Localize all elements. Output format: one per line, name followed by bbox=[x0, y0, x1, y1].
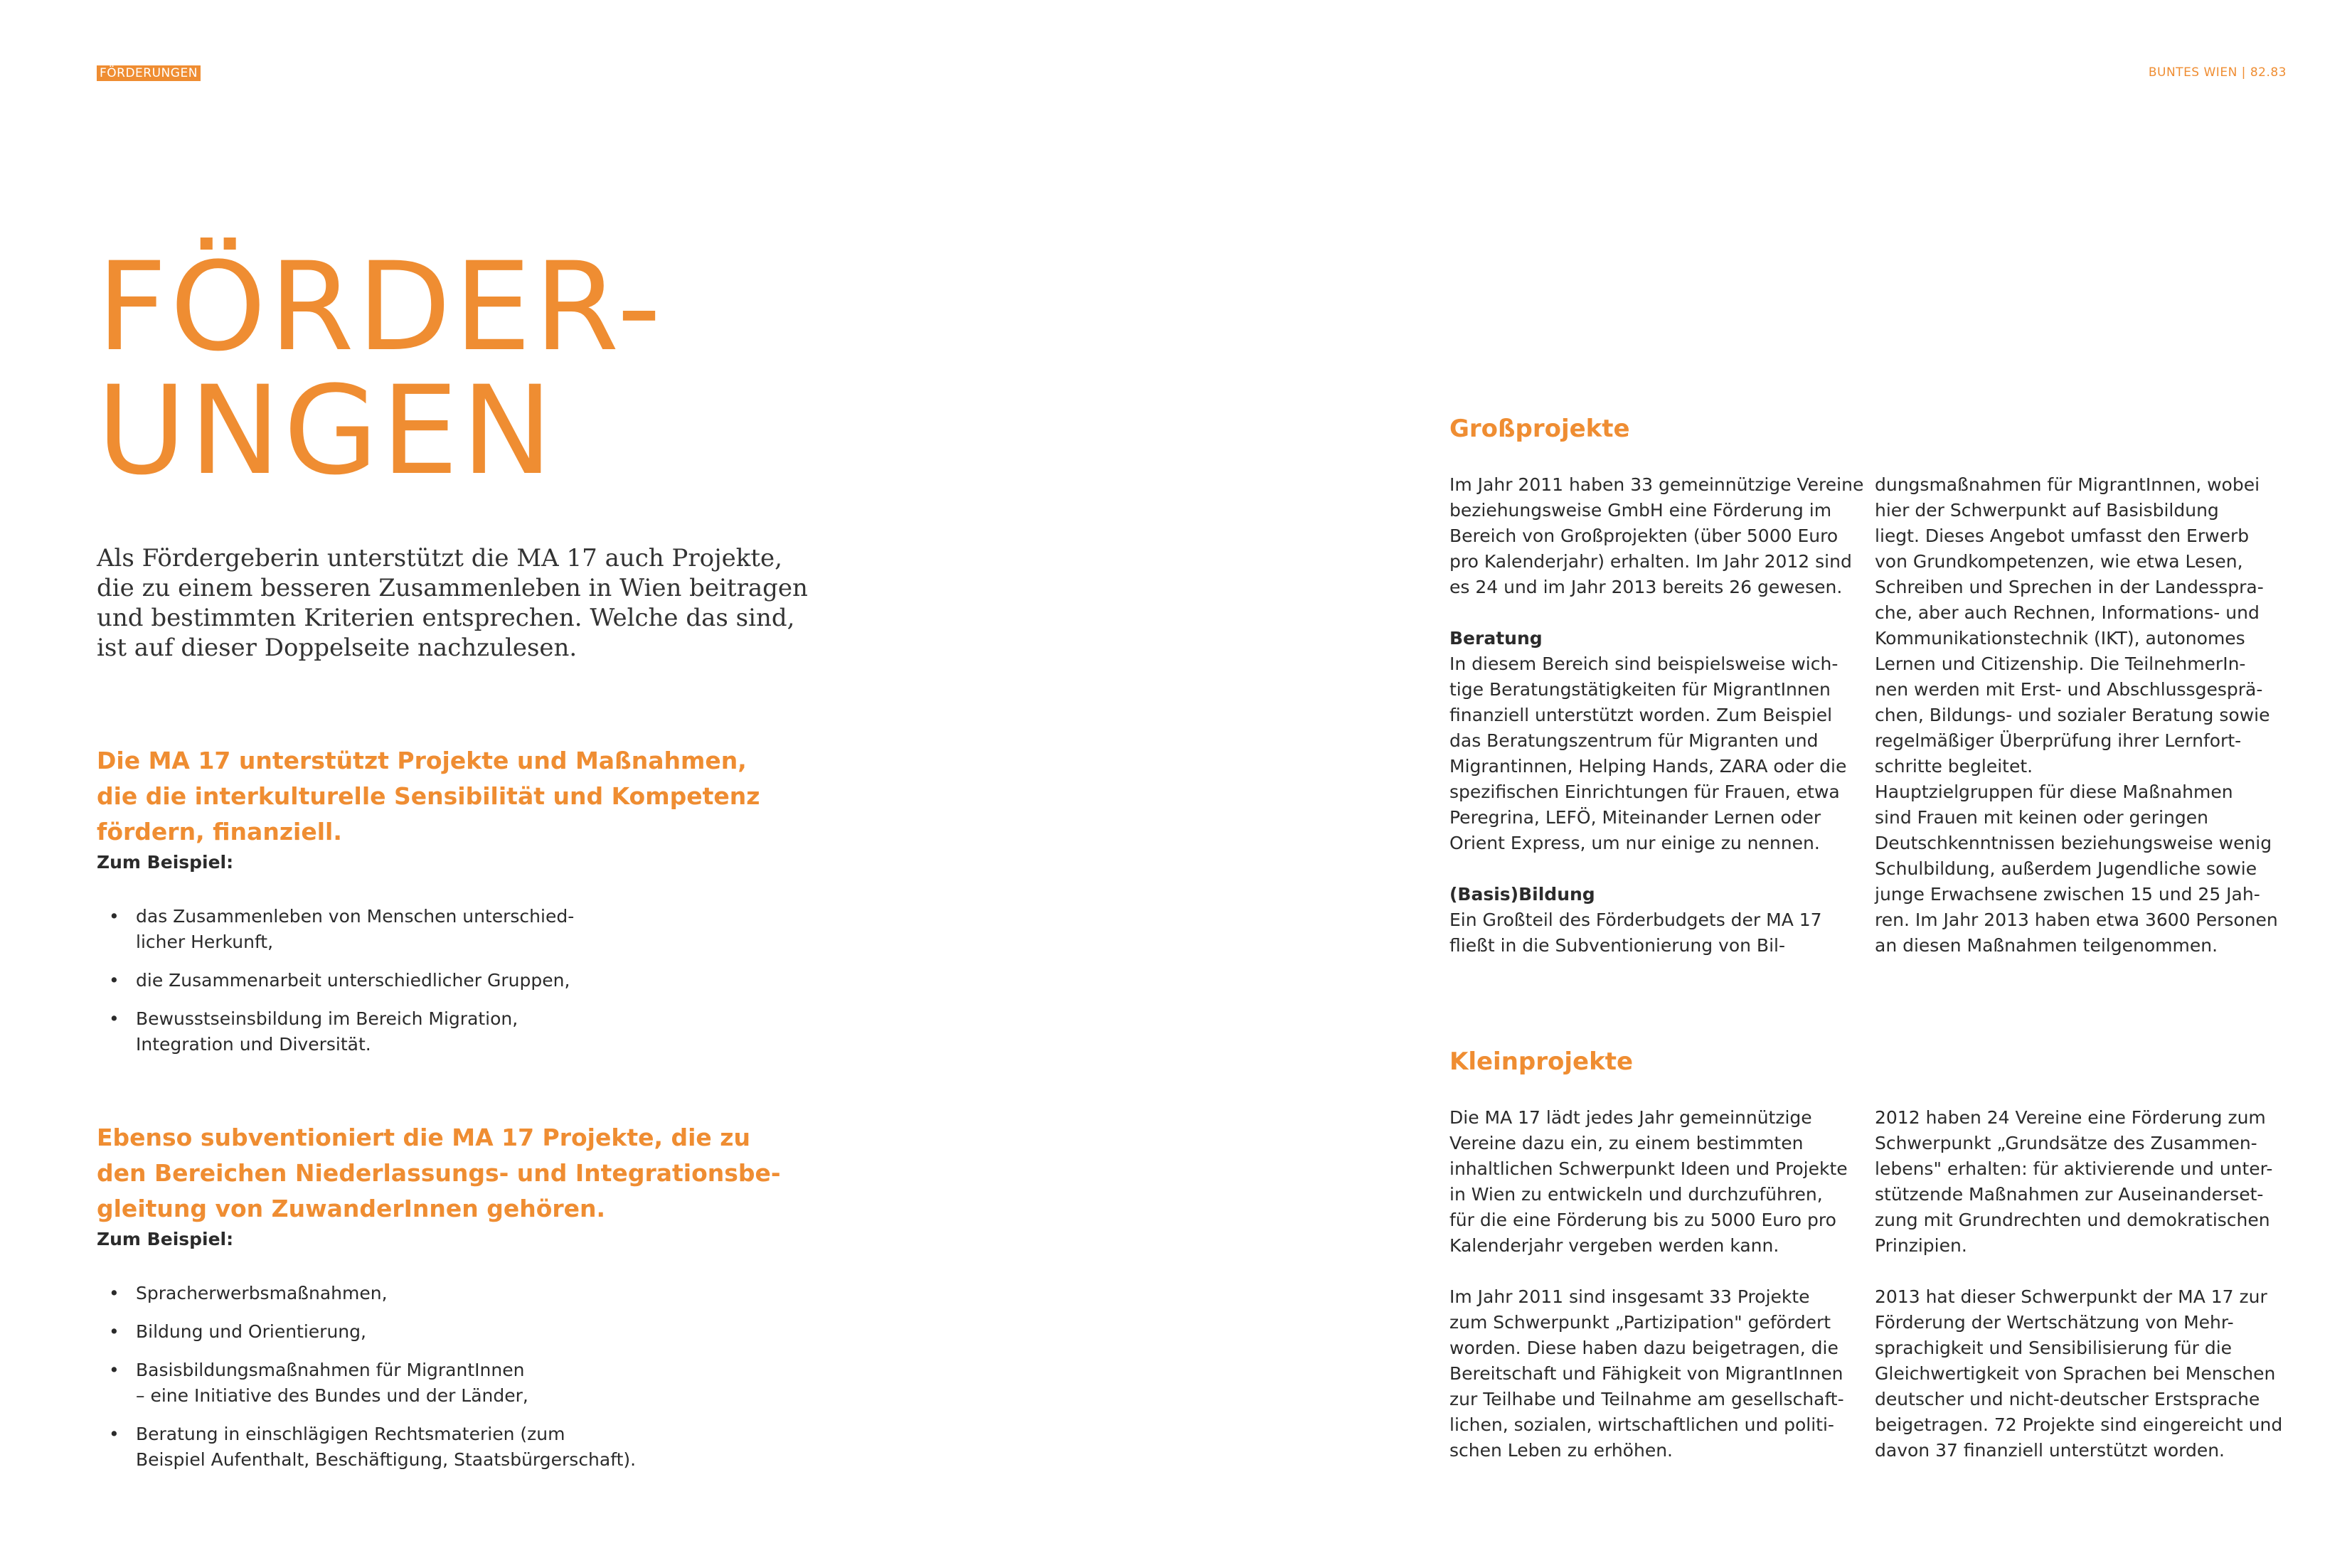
text-line: sprachigkeit und Sensibilisierung für die bbox=[1875, 1338, 2233, 1358]
list-item-line: • die Zusammenarbeit unterschiedlicher Gruppen, bbox=[136, 970, 570, 991]
text-line: schen Leben zu erhöhen. bbox=[1449, 1440, 1673, 1461]
grossprojekte-column-2 bbox=[1875, 472, 2278, 959]
text-line: 2013 hat dieser Schwerpunkt der MA 17 zur bbox=[1875, 1286, 2267, 1307]
text-line: deutscher und nicht-deutscher Erstsprache bbox=[1875, 1389, 2260, 1409]
text-line: zung mit Grundrechten und demokratischen bbox=[1875, 1210, 2270, 1230]
heading-grossprojekte: Großprojekte bbox=[1449, 415, 1630, 443]
text-line: Prinzipien. bbox=[1875, 1235, 1967, 1256]
text-line: junge Erwachsene zwischen 15 und 25 Jah- bbox=[1875, 884, 2260, 905]
section-heading bbox=[97, 743, 808, 850]
text-line: hier der Schwerpunkt auf Basisbildung bbox=[1875, 500, 2219, 521]
text-line: finanziell unterstützt worden. Zum Beispiel bbox=[1449, 705, 1833, 725]
text-line: Peregrina, LEFÖ, Miteinander Lernen oder bbox=[1449, 807, 1821, 828]
section-tag: FÖRDERUNGEN bbox=[97, 65, 201, 81]
intro-paragraph bbox=[97, 543, 836, 663]
example-list bbox=[97, 1281, 808, 1473]
grossprojekte-column-1 bbox=[1449, 472, 1864, 959]
list-item-line: Integration und Diversität. bbox=[136, 1034, 371, 1055]
list-item-line: • das Zusammenleben von Menschen unterschied- bbox=[136, 906, 575, 927]
heading-line: die die interkulturelle Sensibilität und Kompetenz bbox=[97, 782, 760, 810]
text-line: worden. Diese haben dazu beigetragen, die bbox=[1449, 1338, 1839, 1358]
page-number: BUNTES WIEN | 82.83 bbox=[2148, 65, 2287, 80]
text-line: In diesem Bereich sind beispielsweise wich- bbox=[1449, 654, 1839, 674]
text-line: 2012 haben 24 Vereine eine Förderung zum bbox=[1875, 1107, 2266, 1128]
text-line: Schreiben und Sprechen in der Landesspra- bbox=[1875, 577, 2264, 597]
subsection-title: (Basis)Bildung bbox=[1449, 884, 1595, 905]
text-line: Die MA 17 lädt jedes Jahr gemeinnützige bbox=[1449, 1107, 1812, 1128]
text-line: Bereitschaft und Fähigkeit von MigrantInnen bbox=[1449, 1363, 1843, 1384]
text-line: beigetragen. 72 Projekte sind eingereicht und bbox=[1875, 1414, 2283, 1435]
example-label: Zum Beispiel: bbox=[97, 1229, 234, 1249]
example-list bbox=[97, 904, 808, 1057]
heading-kleinprojekte: Kleinprojekte bbox=[1449, 1047, 1634, 1076]
kleinprojekte-column-1 bbox=[1449, 1105, 1848, 1463]
text-line: Förderung der Wertschätzung von Mehr- bbox=[1875, 1312, 2234, 1333]
intro-line: ist auf dieser Doppelseite nachzulesen. bbox=[97, 634, 578, 662]
text-line: Schwerpunkt „Grundsätze des Zusammen- bbox=[1875, 1133, 2257, 1153]
text-line: Bereich von Großprojekten (über 5000 Euro bbox=[1449, 526, 1839, 546]
text-line: Deutschkenntnissen beziehungsweise wenig bbox=[1875, 833, 2272, 853]
text-line: nen werden mit Erst- und Abschlussgesprä- bbox=[1875, 679, 2263, 700]
list-item-line: – eine Initiative des Bundes und der Länder, bbox=[136, 1385, 528, 1406]
heading-line: Die MA 17 unterstützt Projekte und Maßnahmen, bbox=[97, 747, 747, 774]
text-line: ren. Im Jahr 2013 haben etwa 3600 Personen bbox=[1875, 910, 2278, 930]
text-line: pro Kalenderjahr) erhalten. Im Jahr 2012 sind bbox=[1449, 551, 1852, 572]
text-line: fließt in die Subventionierung von Bil- bbox=[1449, 935, 1785, 956]
heading-line: den Bereichen Niederlassungs- und Integrationsbe- bbox=[97, 1159, 781, 1187]
text-line: chen, Bildungs- und sozialer Beratung sowie bbox=[1875, 705, 2270, 725]
list-item bbox=[97, 1006, 808, 1057]
paragraph bbox=[1875, 472, 2278, 959]
paragraph bbox=[1449, 1284, 1848, 1463]
paragraph bbox=[1449, 882, 1848, 959]
text-line: Hauptzielgruppen für diese Maßnahmen bbox=[1875, 782, 2233, 802]
text-line: inhaltlichen Schwerpunkt Ideen und Projekte bbox=[1449, 1158, 1848, 1179]
paragraph bbox=[1449, 1105, 1848, 1259]
paragraph bbox=[1875, 1284, 2283, 1463]
text-line: Migrantinnen, Helping Hands, ZARA oder die bbox=[1449, 756, 1847, 777]
section-interkulturell bbox=[97, 743, 808, 1070]
text-line: regelmäßiger Überprüfung ihrer Lernfort- bbox=[1875, 730, 2242, 751]
text-line: tige Beratungstätigkeiten für MigrantInnen bbox=[1449, 679, 1831, 700]
text-line: schritte begleitet. bbox=[1875, 756, 2033, 777]
intro-line: und bestimmten Kriterien entsprechen. Welche das sind, bbox=[97, 604, 795, 632]
text-line: Kalenderjahr vergeben werden kann. bbox=[1449, 1235, 1779, 1256]
title-line: FÖRDER- bbox=[97, 235, 664, 378]
list-item bbox=[97, 1358, 808, 1409]
text-line: zur Teilhabe und Teilnahme am gesellschaft- bbox=[1449, 1389, 1844, 1409]
text-line: Ein Großteil des Förderbudgets der MA 17 bbox=[1449, 910, 1822, 930]
list-item bbox=[97, 1319, 808, 1345]
subsection-title: Beratung bbox=[1449, 628, 1543, 649]
heading-line: Ebenso subventioniert die MA 17 Projekte, die zu bbox=[97, 1124, 751, 1151]
heading-line: gleitung von ZuwanderInnen gehören. bbox=[97, 1195, 606, 1222]
text-line: an diesen Maßnahmen teilgenommen. bbox=[1875, 935, 2218, 956]
text-line: es 24 und im Jahr 2013 bereits 26 gewesen. bbox=[1449, 577, 1843, 597]
intro-line: die zu einem besseren Zusammenleben in Wien beitragen bbox=[97, 574, 808, 602]
paragraph bbox=[1875, 1105, 2273, 1259]
text-line: Kommunikationstechnik (IKT), autonomes bbox=[1875, 628, 2245, 649]
title-line: UNGEN bbox=[97, 359, 556, 502]
text-line: zum Schwerpunkt „Partizipation" gefördert bbox=[1449, 1312, 1831, 1333]
list-item bbox=[97, 968, 808, 993]
section-heading bbox=[97, 1120, 808, 1227]
text-line: für die eine Förderung bis zu 5000 Euro pro bbox=[1449, 1210, 1836, 1230]
list-item-line: • Bildung und Orientierung, bbox=[136, 1321, 366, 1342]
kleinprojekte-column-2 bbox=[1875, 1105, 2283, 1463]
text-line: Gleichwertigkeit von Sprachen bei Menschen bbox=[1875, 1363, 2276, 1384]
list-item bbox=[97, 1281, 808, 1306]
text-line: Orient Express, um nur einige zu nennen. bbox=[1449, 833, 1820, 853]
list-item-line: licher Herkunft, bbox=[136, 932, 274, 952]
text-line: Vereine dazu ein, zu einem bestimmten bbox=[1449, 1133, 1804, 1153]
text-line: Schulbildung, außerdem Jugendliche sowie bbox=[1875, 858, 2257, 879]
text-line: Im Jahr 2011 sind insgesamt 33 Projekte bbox=[1449, 1286, 1810, 1307]
text-line: in Wien zu entwickeln und durchzuführen, bbox=[1449, 1184, 1823, 1205]
text-line: liegt. Dieses Angebot umfasst den Erwerb bbox=[1875, 526, 2250, 546]
text-line: das Beratungszentrum für Migranten und bbox=[1449, 730, 1819, 751]
list-item-line: Beispiel Aufenthalt, Beschäftigung, Staatsbürgerschaft). bbox=[136, 1449, 637, 1470]
page-title bbox=[97, 235, 879, 502]
list-item bbox=[97, 904, 808, 955]
text-line: Lernen und Citizenship. Die TeilnehmerIn- bbox=[1875, 654, 2246, 674]
list-item-line: • Basisbildungsmaßnahmen für MigrantInnen bbox=[136, 1360, 525, 1380]
text-line: lichen, sozialen, wirtschaftlichen und politi- bbox=[1449, 1414, 1834, 1435]
heading-line: fördern, finanziell. bbox=[97, 818, 342, 846]
list-item-line: • Spracherwerbsmaßnahmen, bbox=[136, 1283, 388, 1303]
text-line: beziehungsweise GmbH eine Förderung im bbox=[1449, 500, 1832, 521]
text-line: von Grundkompetenzen, wie etwa Lesen, bbox=[1875, 551, 2243, 572]
list-item-line: • Beratung in einschlägigen Rechtsmaterien (zum bbox=[136, 1424, 565, 1444]
list-item bbox=[97, 1422, 808, 1473]
text-line: stützende Maßnahmen zur Auseinanderset- bbox=[1875, 1184, 2264, 1205]
text-line: lebens" erhalten: für aktivierende und unter- bbox=[1875, 1158, 2273, 1179]
intro-line: Als Fördergeberin unterstützt die MA 17 auch Projekte, bbox=[97, 544, 782, 572]
paragraph bbox=[1449, 626, 1848, 856]
text-line: Im Jahr 2011 haben 33 gemeinnützige Vereine bbox=[1449, 474, 1864, 495]
text-line: davon 37 finanziell unterstützt worden. bbox=[1875, 1440, 2225, 1461]
list-item-line: • Bewusstseinsbildung im Bereich Migration, bbox=[136, 1008, 518, 1029]
example-label: Zum Beispiel: bbox=[97, 852, 234, 873]
text-line: che, aber auch Rechnen, Informations- und bbox=[1875, 602, 2260, 623]
section-niederlassung bbox=[97, 1120, 808, 1486]
text-line: dungsmaßnahmen für MigrantInnen, wobei bbox=[1875, 474, 2260, 495]
text-line: sind Frauen mit keinen oder geringen bbox=[1875, 807, 2208, 828]
text-line: spezifischen Einrichtungen für Frauen, etwa bbox=[1449, 782, 1840, 802]
paragraph bbox=[1449, 472, 1864, 600]
